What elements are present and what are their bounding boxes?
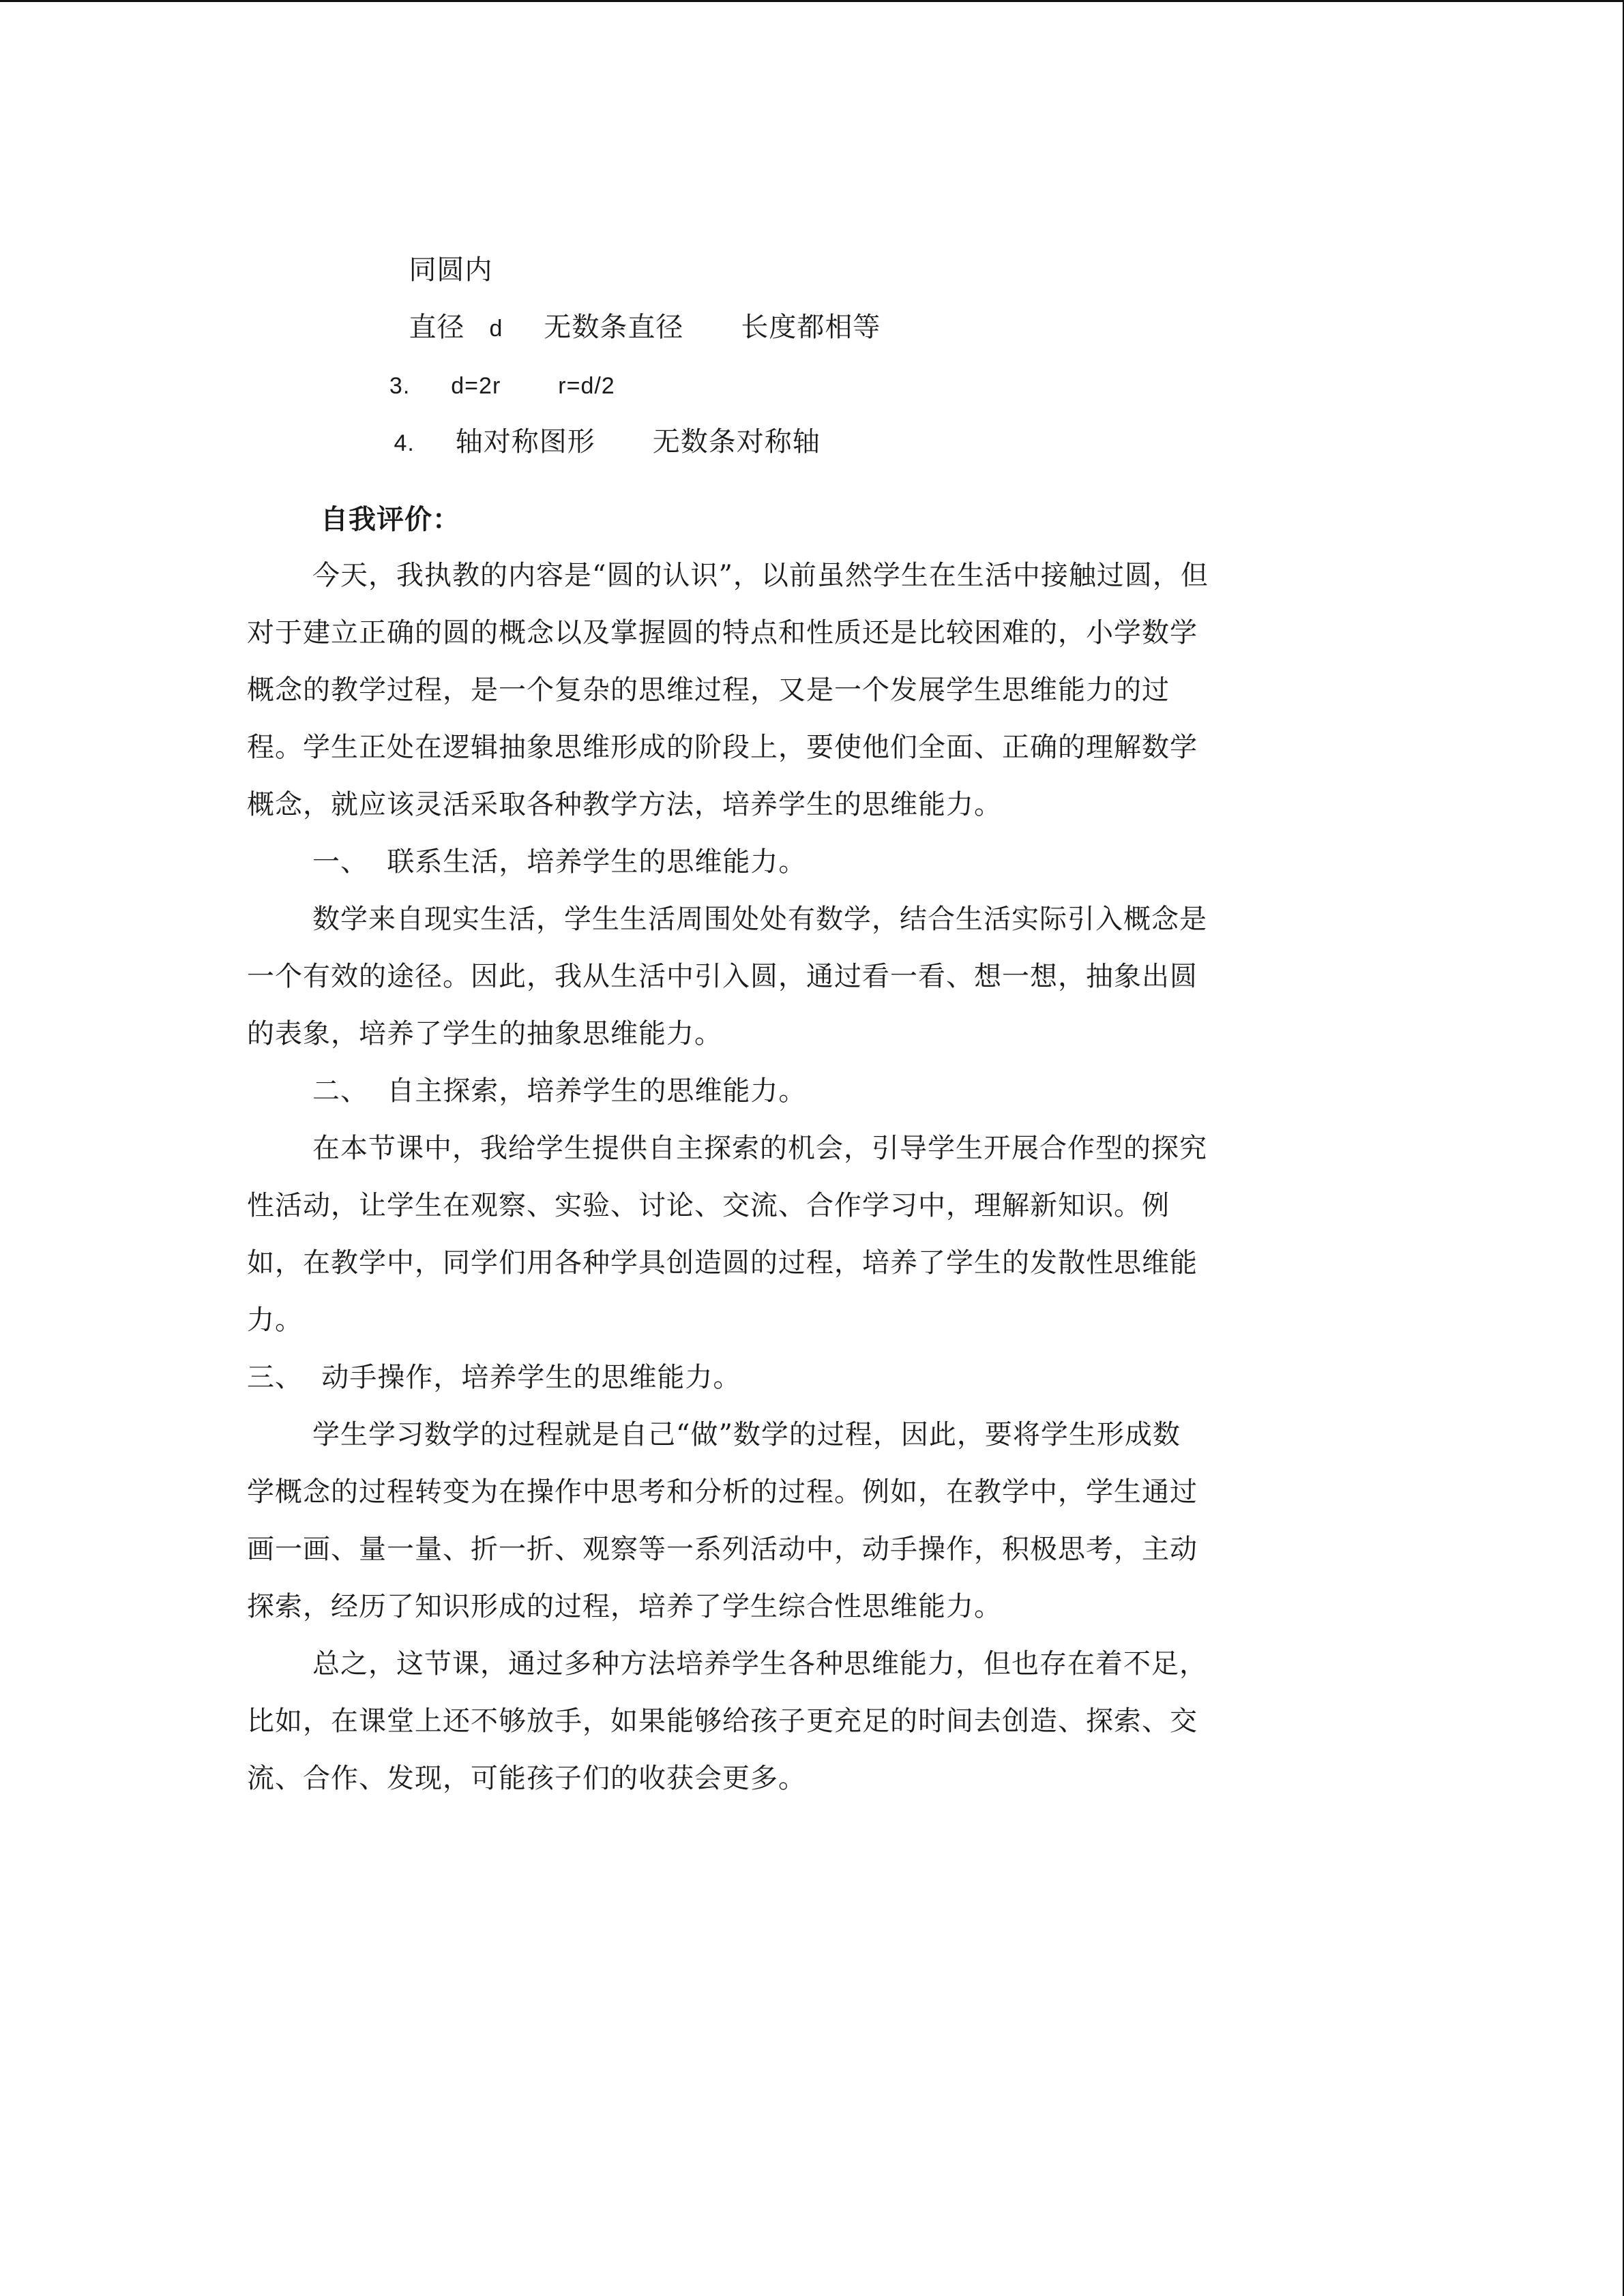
eval-line: 力。 [247,1304,303,1336]
eval-line: 程。学生正处在逻辑抽象思维形成的阶段上，要使他们全面、正确的理解数学 [247,732,1198,763]
eval-line: 概念，就应该灵活采取各种教学方法，培养学生的思维能力。 [247,789,1002,820]
eval-line: 总之，这节课，通过多种方法培养学生各种思维能力，但也存在着不足， [312,1648,1207,1680]
eval-line: 性活动，让学生在观察、实验、讨论、交流、合作学习中，理解新知识。例 [247,1190,1170,1221]
eval-line: 学概念的过程转变为在操作中思考和分析的过程。例如，在教学中，学生通过 [247,1476,1198,1508]
diameter-symbol: d [489,316,503,342]
eval-line: 在本节课中，我给学生提供自主探索的机会，引导学生开展合作型的探究 [312,1133,1207,1164]
eval-line: 数学来自现实生活，学生生活周围处处有数学，结合生活实际引入概念是 [312,904,1207,935]
item-4-number: 4. [394,430,415,456]
page-top-border [0,0,1624,2]
eval-line: 对于建立正确的圆的概念以及掌握圆的特点和性质还是比较困难的，小学数学 [247,617,1198,648]
item-3-number: 3. [389,373,411,399]
summary-same-circle-text: 同圆内 [409,254,493,286]
eval-line: 比如，在课堂上还不够放手，如果能够给孩子更充足的时间去创造、探索、交 [247,1705,1198,1737]
eval-line: 概念的教学过程，是一个复杂的思维过程，又是一个发展学生思维能力的过 [247,674,1170,706]
evaluation-heading: 自我评价： [321,503,460,535]
eval-line: 流、合作、发现，可能孩子们的收获会更多。 [247,1763,806,1794]
section-heading-hands-on: 三、 动手操作，培养学生的思维能力。 [247,1362,741,1393]
infinite-symmetry-axes: 无数条对称轴 [652,426,821,458]
section-heading-life: 一、 联系生活，培养学生的思维能力。 [312,846,807,878]
formula-d-equals-2r: d=2r [451,373,501,399]
eval-line: 探索，经历了知识形成的过程，培养了学生综合性思维能力。 [247,1591,1002,1622]
eval-line: 画一画、量一量、折一折、观察等一系列活动中，动手操作，积极思考，主动 [247,1534,1198,1565]
diameter-length-equal: 长度都相等 [741,312,881,343]
eval-line: 的表象，培养了学生的抽象思维能力。 [247,1018,722,1049]
section-heading-explore: 二、 自主探索，培养学生的思维能力。 [312,1075,807,1107]
diameter-label: 直径 [409,312,465,343]
eval-line: 一个有效的途径。因此，我从生活中引入圆，通过看一看、想一想，抽象出圆 [247,961,1198,992]
eval-line: 如，在教学中，同学们用各种学具创造圆的过程，培养了学生的发散性思维能 [247,1247,1198,1279]
summary-item-4 [375,385,821,462]
eval-line: 今天，我执教的内容是“圆的认识”，以前虽然学生在生活中接触过圆，但 [312,560,1209,591]
formula-r-equals-d-over-2: r=d/2 [558,373,615,399]
eval-line: 学生学习数学的过程就是自己“做”数学的过程，因此，要将学生形成数 [312,1419,1181,1450]
diameter-count: 无数条直径 [544,312,684,343]
axis-symmetric-figure: 轴对称图形 [455,426,595,458]
